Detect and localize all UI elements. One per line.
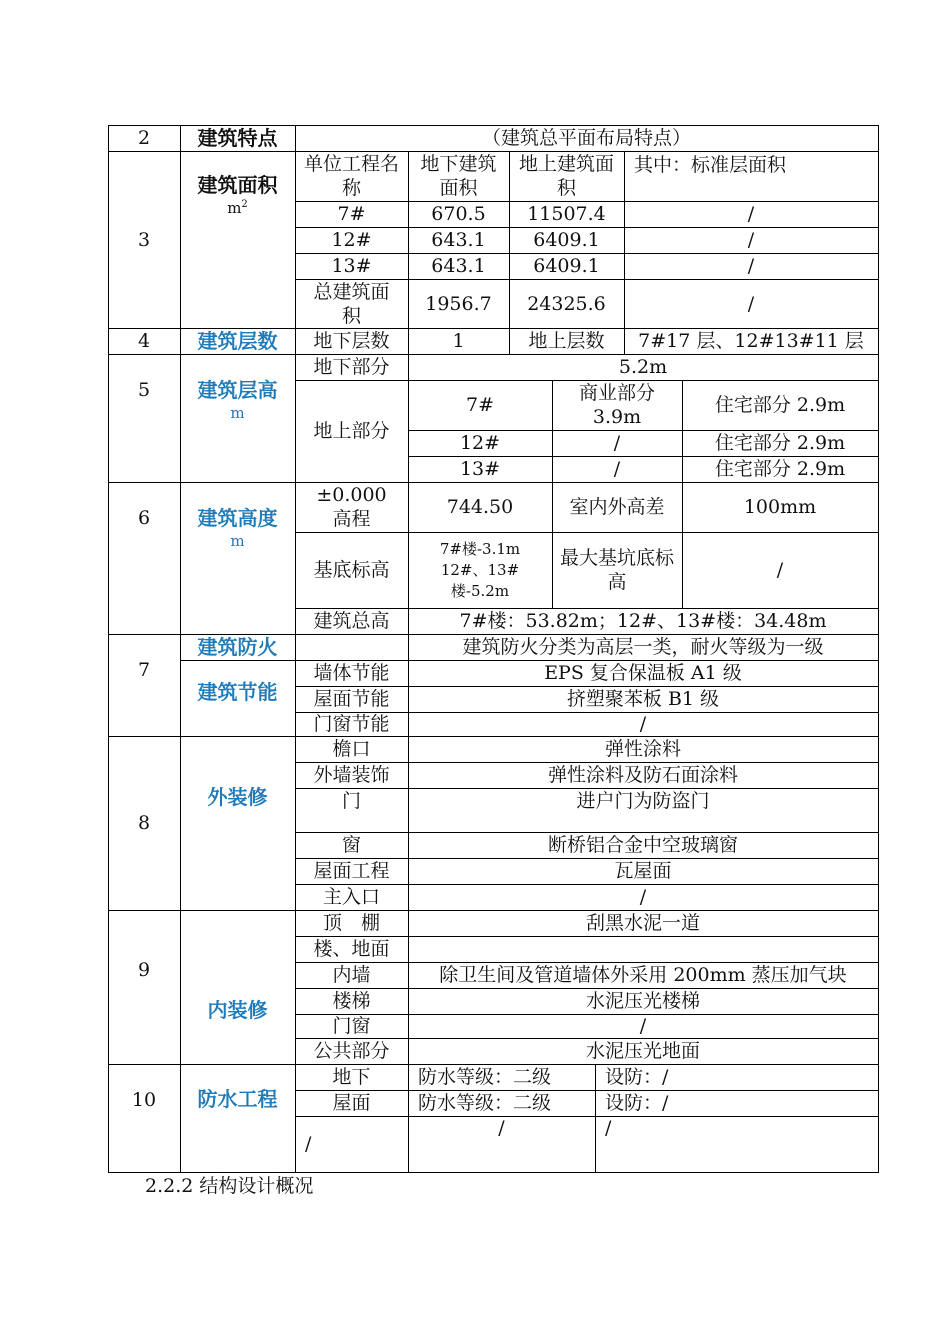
table-cell: 设防：/	[605, 1092, 669, 1114]
table-cell: 670.5	[431, 203, 486, 225]
table-cell: 断桥铝合金中空玻璃窗	[547, 834, 738, 856]
table-cell: 地下	[332, 1066, 371, 1088]
row-number: 2	[137, 127, 151, 149]
section-heading: 2.2.2 结构设计概况	[145, 1175, 314, 1197]
table-cell: 总建筑面积	[313, 280, 390, 327]
table-cell: 内墙	[332, 964, 371, 986]
table-cell: 最大基坑底标高	[560, 547, 675, 593]
table-cell: 窗	[341, 834, 361, 856]
table-cell: 门	[341, 790, 361, 812]
table-cell: 1956.7	[425, 292, 492, 315]
row-number: 6	[137, 507, 151, 529]
unit-label: m	[230, 404, 245, 422]
table-cell: 墙体节能	[313, 662, 390, 684]
table-cell: 7#	[465, 394, 494, 416]
row-number: 9	[137, 959, 151, 981]
table-cell: 门窗	[332, 1015, 371, 1037]
table-cell: 外墙装饰	[313, 764, 390, 786]
category-cell	[180, 151, 295, 328]
unit-label: m	[230, 532, 245, 550]
table-cell: 地下层数	[313, 330, 390, 352]
table-cell: 屋面	[332, 1092, 371, 1114]
row-number: 7	[137, 659, 151, 681]
category-cell	[180, 482, 295, 634]
category-cell	[180, 354, 295, 482]
table-cell: 7#楼-3.1m 12#、13#楼-5.2m	[439, 539, 521, 600]
row-number: 10	[131, 1089, 157, 1111]
table-cell: 顶 棚	[322, 912, 380, 934]
unit-label: $m^2$	[227, 199, 248, 217]
table-cell: /	[613, 458, 621, 480]
category-label: 外装修	[207, 785, 268, 809]
table-cell: 13#	[459, 458, 501, 480]
table-cell: 住宅部分 2.9m	[714, 432, 846, 454]
table-cell: 刮黑水泥一道	[585, 912, 700, 934]
table-cell: 6409.1	[533, 229, 600, 251]
table-cell: 水泥压光地面	[585, 1040, 700, 1062]
table-cell: /	[747, 229, 755, 251]
table-cell: 地上层数	[528, 330, 605, 352]
rule-horizontal	[108, 1172, 879, 1173]
table-cell: 100mm	[743, 496, 817, 518]
table-cell: 公共部分	[313, 1040, 390, 1062]
table-cell: 屋面节能	[313, 688, 390, 710]
table-cell: /	[639, 886, 647, 908]
table-cell: 弹性涂料	[604, 738, 681, 760]
category-label: 建筑层数	[197, 329, 278, 353]
table-cell: 楼梯	[332, 990, 371, 1012]
table-cell: 5.2m	[618, 356, 668, 378]
table-cell: 12#	[331, 229, 372, 251]
table-cell: 1	[452, 330, 465, 352]
table-cell: 门窗节能	[313, 713, 390, 735]
table-cell: /	[747, 292, 755, 315]
row-number: 3	[137, 228, 151, 251]
table-cell: 防水等级：二级	[418, 1092, 552, 1114]
table-cell: 13#	[331, 255, 372, 277]
table-cell: 24325.6	[527, 292, 606, 315]
category-label: 建筑节能	[197, 680, 278, 704]
table-cell: 744.50	[446, 496, 514, 518]
table-cell: 6409.1	[533, 255, 600, 277]
category-label: 防水工程	[197, 1087, 278, 1111]
table-cell: 商业部分3.9m	[578, 382, 655, 428]
table-cell: 弹性涂料及防石面涂料	[547, 764, 738, 786]
category-label: 建筑高度	[197, 506, 278, 530]
table-cell: 除卫生间及管道墙体外采用 200mm 蒸压加气块	[439, 964, 847, 986]
table-cell: 7#17 层、12#13#11 层	[638, 330, 864, 352]
row-number: 5	[137, 379, 151, 401]
table-cell: ±0.000高程	[316, 484, 387, 530]
table-cell: 建筑总高	[313, 610, 390, 632]
table-cell: 643.1	[431, 229, 486, 251]
table-cell: /	[498, 1117, 505, 1139]
table-cell: 水泥压光楼梯	[585, 990, 700, 1012]
header-cell: 地下建筑面积	[420, 153, 497, 199]
cell-value: （建筑总平面布局特点）	[481, 127, 691, 149]
category-label: 内装修	[207, 998, 268, 1022]
table-cell: 住宅部分 2.9m	[714, 458, 846, 480]
table-cell: /	[776, 559, 784, 581]
table-cell: 基底标高	[313, 559, 390, 581]
header-cell: 单位工程名称	[303, 153, 399, 199]
table-cell: 设防：/	[605, 1066, 669, 1088]
rule-vertical	[878, 125, 879, 1173]
table-cell: /	[613, 432, 621, 454]
table-cell: 挤塑聚苯板 B1 级	[566, 688, 720, 710]
table-cell: 檐口	[332, 738, 371, 760]
table-cell: 主入口	[322, 886, 380, 908]
table-cell: 643.1	[431, 255, 486, 277]
table-cell: 地下部分	[313, 356, 390, 378]
table-cell: 进户门为防盗门	[576, 790, 710, 812]
table-cell: /	[639, 1015, 647, 1037]
row-number: 4	[137, 330, 151, 352]
table-cell: /	[747, 255, 755, 277]
header-cell: 地上建筑面积	[519, 153, 615, 199]
table-cell: 瓦屋面	[614, 860, 672, 882]
table-cell	[408, 936, 878, 962]
table-cell: /	[639, 713, 647, 735]
category-label: 建筑面积	[197, 173, 278, 197]
category-label: 建筑防火	[197, 635, 278, 659]
table-cell: 地上部分	[313, 420, 390, 442]
table-cell: 11507.4	[527, 203, 606, 225]
table-cell: 住宅部分 2.9m	[714, 394, 846, 416]
table-cell: 楼、地面	[313, 938, 390, 960]
table-cell: EPS 复合保温板 A1 级	[544, 662, 742, 684]
table-cell: 7#	[337, 203, 366, 225]
table-cell: 7#楼：53.82m；12#、13#楼：34.48m	[459, 610, 827, 632]
table-cell: 12#	[459, 432, 501, 454]
row-number: 8	[137, 812, 151, 834]
table-cell: /	[305, 1133, 312, 1155]
category-label: 建筑层高	[197, 378, 278, 402]
table-cell: /	[747, 203, 755, 225]
table-cell: 屋面工程	[313, 860, 390, 882]
category-label: 建筑特点	[197, 126, 278, 150]
header-cell: 其中：标准层面积	[634, 154, 787, 176]
table-cell: /	[605, 1117, 612, 1139]
table-cell: 室内外高差	[569, 496, 665, 518]
table-cell: 防水等级：二级	[418, 1066, 552, 1088]
table-cell: 建筑防火分类为高层一类，耐火等级为一级	[462, 636, 824, 658]
